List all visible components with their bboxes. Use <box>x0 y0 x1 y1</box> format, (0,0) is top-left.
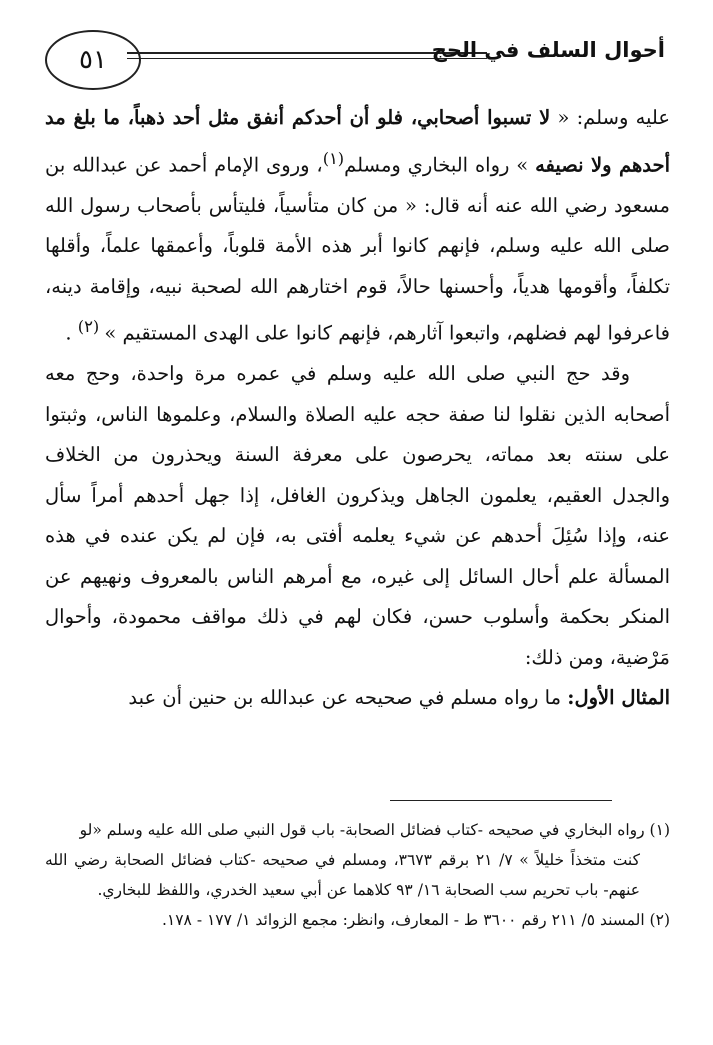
paragraph-3 <box>45 678 670 719</box>
footnote-1-line-1: (١) رواه البخاري في صحيحه -كتاب فضائل الصحابة- باب قول النبي صلى الله عليه وسلم «لو <box>79 821 670 839</box>
footnotes <box>45 815 670 935</box>
p1-end: . <box>65 321 78 345</box>
page-number: ٥١ <box>79 45 107 75</box>
footnote-ref-2: (٢) <box>77 317 105 336</box>
footnote-ref-1: (١) <box>322 148 345 168</box>
p1-intro: عليه وسلم: « <box>550 106 671 129</box>
page-number-badge <box>45 30 141 90</box>
p1-body: ، وروى الإمام أحمد عن عبدالله بن مسعود رضي الله عنه أنه قال: « من كان متأسياً، فليتأس بأصحاب رسول الله صلى الله عليه وسلم، فإنهم كانوا أبر هذه الأمة قلوباً، وأعمقها علماً، وأقلها تكلفاً، وأقومها هدياً، وأحسنها حالاً، قوم اختارهم الله لصحبة نبيه، وإقامة دينه، فاعرفوا لهم فضلهم، واتبعوا آثارهم، فإنهم كانوا على الهدى المستقيم » <box>45 153 670 345</box>
paragraph-1 <box>45 98 670 354</box>
example-text: ما رواه مسلم في صحيحه عن عبدالله بن حنين أن عبد <box>128 686 568 709</box>
example-heading: المثال الأول: <box>567 686 670 709</box>
page-header <box>45 30 665 90</box>
footnote-2: (٢) المسند ٥/ ٢١١ رقم ٣٦٠٠ ط - المعارف، وانظر: مجمع الزوائد ١/ ١٧٧ - ١٧٨. <box>161 911 670 929</box>
p1-attribution: » رواه البخاري ومسلم <box>344 153 536 176</box>
paragraph-2: وقد حج النبي صلى الله عليه وسلم في عمره مرة واحدة، وحج معه أصحابه الذين نقلوا لنا صفة حجه عليه الصلاة والسلام، وعلموها الناس، وثبتوا على سنته بعد مماته، يحرصون على معرفة السنة ويحذرون من الخلاف والجدل العقيم، يعلمون الجاهل ويذكرون الغافل، إذا جهل أحدهم أمراً سأل عنه، وإذا سُئِلَ أحدهم عن شيء يعلمه أفتى به، فإن لم يكن عنده في هذه المسألة علم أحال السائل إلى غيره، مع أمرهم الناس بالمعروف ونهيهم عن المنكر بحكمة وأسلوب حسن، فكان لهم في ذلك مواقف محمودة، وأحوال مَرْضية، ومن ذلك: <box>45 362 670 669</box>
hadith-quote: لا تسبوا أصحابي، فلو أن أحدكم أنفق مثل أحد ذهباً، ما بلغ مد أحدهم ولا نصيفه <box>45 106 670 176</box>
main-text <box>45 98 670 719</box>
footnote-1-continuation: كنت متخذاً خليلاً » ٧/ ٢١ برقم ٣٦٧٣، ومسلم في صحيحه -كتاب فضائل الصحابة رضي الله عنهم- باب تحريم سب الصحابة ١٦/ ٩٣ كلاهما عن أبي سعيد الخدري، واللفظ للبخاري. <box>45 851 640 899</box>
footnote-separator <box>390 800 612 801</box>
running-title: أحوال السلف في الحج <box>431 38 665 62</box>
